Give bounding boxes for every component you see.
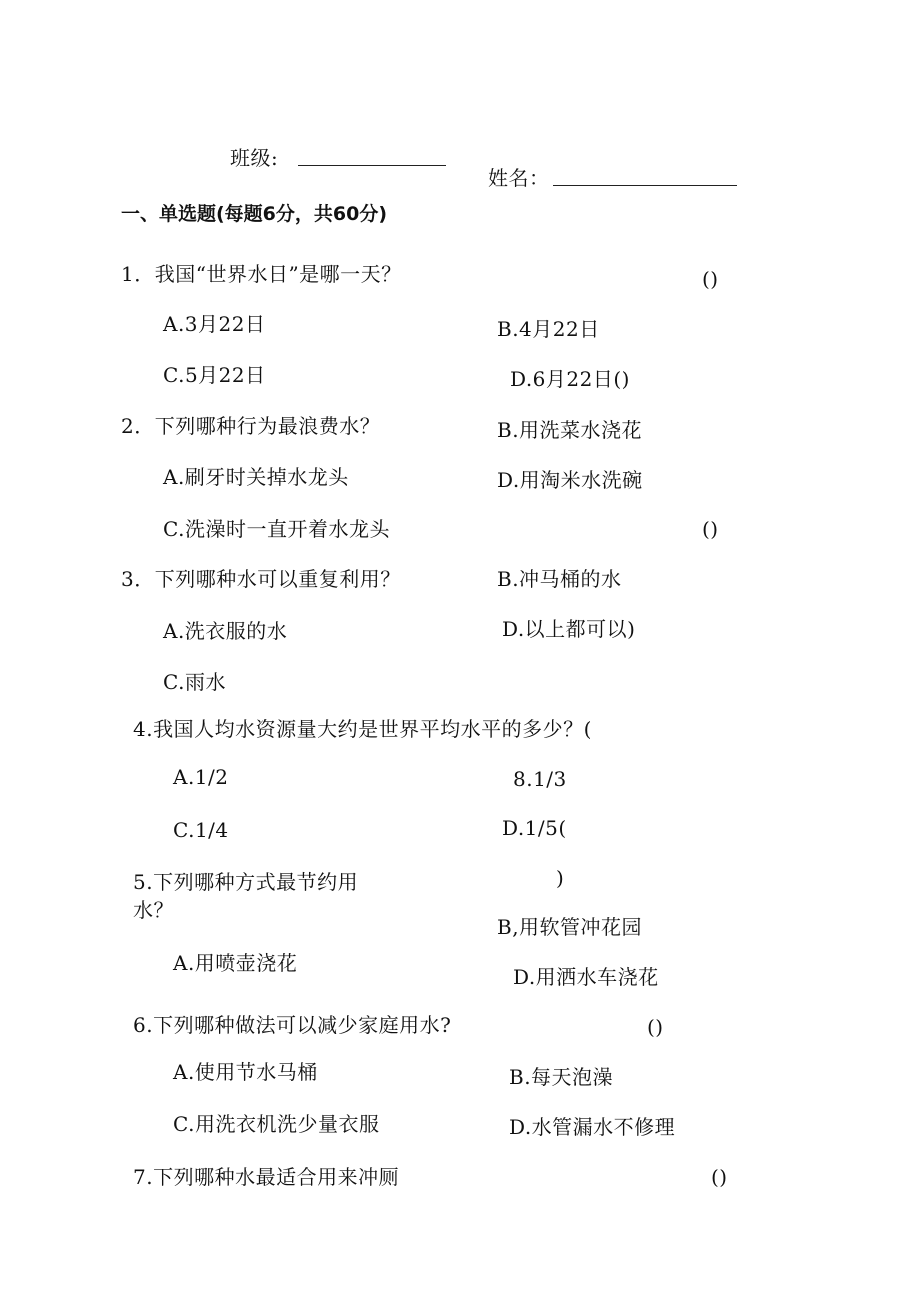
question-1-option-b[interactable]: B.4月22日	[497, 317, 600, 341]
question-3-stem: 3．下列哪种水可以重复利用？	[121, 567, 401, 591]
question-6-option-d[interactable]: D.水管漏水不修理	[509, 1115, 676, 1139]
question-1-option-d[interactable]: D.6月22日()	[510, 367, 630, 391]
question-3-option-a[interactable]: A.洗衣服的水	[163, 619, 288, 643]
question-7-stem: 7.下列哪种水最适合用来冲厕	[133, 1165, 400, 1189]
class-blank-field[interactable]	[298, 165, 446, 166]
question-2-stem: 2．下列哪种行为最浪费水？	[121, 414, 381, 438]
question-2-option-c[interactable]: C.洗澡时一直开着水龙头	[163, 517, 390, 541]
question-2-option-b[interactable]: B.用洗菜水浇花	[497, 418, 643, 442]
question-4-option-b[interactable]: 8.1/3	[513, 767, 567, 791]
question-7-answer-paren[interactable]: ()	[711, 1165, 728, 1189]
name-label: 姓名：	[488, 166, 550, 190]
question-1-stem: 1．我国“世界水日”是哪一天？	[121, 262, 402, 286]
section-title: 一、单选题(每题6分，共60分)	[121, 203, 388, 225]
question-5-option-d[interactable]: D.用洒水车浇花	[513, 965, 659, 989]
question-1-option-a[interactable]: A.3月22日	[163, 312, 266, 336]
question-5-answer-paren[interactable]: )	[556, 866, 565, 890]
question-2-option-a[interactable]: A.刷牙时关掉水龙头	[163, 465, 349, 489]
question-6-option-b[interactable]: B.每天泡澡	[509, 1065, 614, 1089]
question-2-answer-paren[interactable]: ()	[702, 517, 719, 541]
question-5-option-b[interactable]: B,用软管冲花园	[497, 915, 643, 939]
question-5-stem-line-1: 5.下列哪种方式最节约用	[133, 870, 359, 894]
question-6-option-a[interactable]: A.使用节水马桶	[173, 1060, 318, 1084]
question-4-stem: 4.我国人均水资源量大约是世界平均水平的多少？(	[133, 717, 592, 741]
question-3-option-c[interactable]: C.雨水	[163, 670, 226, 694]
question-2-option-d[interactable]: D.用淘米水洗碗	[497, 468, 643, 492]
question-6-stem: 6.下列哪种做法可以减少家庭用水?	[133, 1013, 452, 1037]
question-1-answer-paren[interactable]: ()	[702, 267, 719, 291]
question-4-option-d[interactable]: D.1/5(	[502, 816, 567, 840]
question-3-option-b[interactable]: B.冲马桶的水	[497, 567, 622, 591]
question-4-option-c[interactable]: C.1/4	[173, 818, 229, 842]
question-6-answer-paren[interactable]: ()	[647, 1015, 664, 1039]
question-3-option-d[interactable]: D.以上都可以)	[502, 617, 636, 641]
question-5-stem-line-2: 水？	[133, 898, 174, 922]
question-6-option-c[interactable]: C.用洗衣机洗少量衣服	[173, 1112, 380, 1136]
question-4-option-a[interactable]: A.1/2	[173, 765, 229, 789]
question-1-option-c[interactable]: C.5月22日	[163, 363, 266, 387]
class-label: 班级:	[230, 146, 279, 170]
name-blank-field[interactable]	[553, 185, 737, 186]
question-5-option-a[interactable]: A.用喷壶浇花	[173, 951, 298, 975]
